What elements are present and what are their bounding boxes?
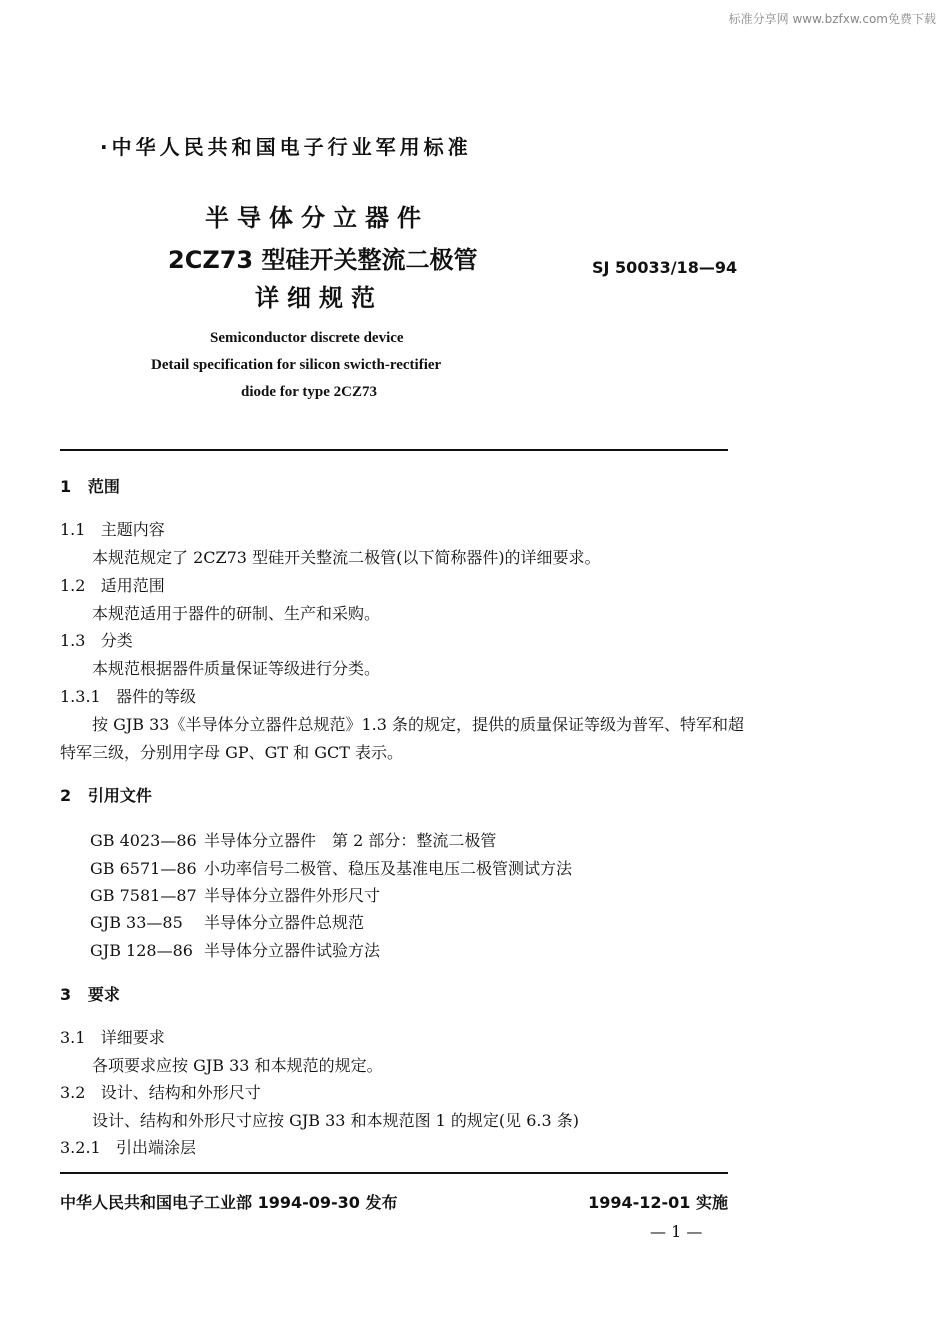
reference-title: 半导体分立器件 第 2 部分：整流二极管 xyxy=(204,831,497,850)
bottom-divider xyxy=(60,1172,728,1174)
section-3-heading xyxy=(60,982,120,1005)
section-3-2-1-heading xyxy=(60,1135,196,1158)
section-1-heading xyxy=(60,474,120,497)
section-3-2-heading xyxy=(60,1080,261,1103)
title-line-1: 半导体分立器件 xyxy=(205,204,429,232)
reference-item xyxy=(90,938,380,961)
reference-code: GB 7581—87 xyxy=(90,886,197,905)
section-number: 3.1 xyxy=(60,1028,86,1047)
section-1-3-text: 本规范根据器件质量保证等级进行分类。 xyxy=(92,659,381,678)
section-1-3-1-text-1: 按 GJB 33《半导体分立器件总规范》1.3 条的规定，提供的质量保证等级为普军、特军和超 xyxy=(92,715,745,734)
section-number: 1.3 xyxy=(60,631,86,650)
reference-title: 小功率信号二极管、稳压及基准电压二极管测试方法 xyxy=(204,859,573,878)
reference-code: GB 4023—86 xyxy=(90,831,197,850)
section-number: 3 xyxy=(60,985,72,1004)
reference-title: 半导体分立器件外形尺寸 xyxy=(204,886,381,905)
section-3-2-text: 设计、结构和外形尺寸应按 GJB 33 和本规范图 1 的规定(见 6.3 条) xyxy=(92,1111,580,1130)
section-title: 设计、结构和外形尺寸 xyxy=(100,1083,261,1102)
reference-item xyxy=(90,883,380,906)
section-number: 1 xyxy=(60,477,72,496)
section-title: 要求 xyxy=(87,985,120,1004)
section-2-heading xyxy=(60,783,152,806)
section-1-2-heading xyxy=(60,573,165,596)
section-3-1-text: 各项要求应按 GJB 33 和本规范的规定。 xyxy=(92,1056,383,1075)
section-1-2-text: 本规范适用于器件的研制、生产和采购。 xyxy=(92,604,381,623)
section-title: 主题内容 xyxy=(100,520,165,539)
reference-item xyxy=(90,828,496,851)
section-1-3-1-text-2: 特军三级，分别用字母 GP、GT 和 GCT 表示。 xyxy=(60,743,404,762)
top-divider xyxy=(60,449,728,451)
reference-title: 半导体分立器件总规范 xyxy=(204,913,365,932)
section-title: 分类 xyxy=(100,631,133,650)
section-1-1-heading xyxy=(60,517,165,540)
section-3-1-heading xyxy=(60,1025,165,1048)
reference-code: GJB 33—85 xyxy=(90,913,183,932)
section-number: 3.2 xyxy=(60,1083,86,1102)
reference-item xyxy=(90,856,572,879)
section-title: 适用范围 xyxy=(100,576,165,595)
section-number: 1.2 xyxy=(60,576,86,595)
reference-code: GJB 128—86 xyxy=(90,941,193,960)
section-1-3-1-heading xyxy=(60,684,196,707)
english-title-line-1: Semiconductor discrete device xyxy=(210,330,404,346)
section-title: 范围 xyxy=(87,477,120,496)
reference-item xyxy=(90,910,364,933)
section-1-1-text: 本规范规定了 2CZ73 型硅开关整流二极管(以下简称器件)的详细要求。 xyxy=(92,548,601,567)
title-line-2: 2CZ73 型硅开关整流二极管 xyxy=(168,246,478,274)
page-number: — 1 — xyxy=(650,1222,703,1241)
english-title-line-3: diode for type 2CZ73 xyxy=(241,384,377,400)
section-number: 3.2.1 xyxy=(60,1138,101,1157)
section-title: 引出端涂层 xyxy=(115,1138,196,1157)
section-title: 引用文件 xyxy=(87,786,152,805)
title-line-3: 详细规范 xyxy=(255,284,383,312)
section-number: 2 xyxy=(60,786,72,805)
section-number: 1.1 xyxy=(60,520,86,539)
standard-header: ·中华人民共和国电子行业军用标准 xyxy=(100,135,472,159)
section-number: 1.3.1 xyxy=(60,687,101,706)
effective-date: 1994-12-01 实施 xyxy=(588,1193,728,1212)
reference-title: 半导体分立器件试验方法 xyxy=(204,941,381,960)
watermark: 标准分享网 www.bzfxw.com免费下载 xyxy=(728,12,936,26)
section-1-3-heading xyxy=(60,628,133,651)
section-title: 详细要求 xyxy=(100,1028,165,1047)
issuer-line: 中华人民共和国电子工业部 1994-09-30 发布 xyxy=(60,1193,398,1212)
section-title: 器件的等级 xyxy=(115,687,196,706)
standard-code: SJ 50033/18—94 xyxy=(592,258,738,277)
reference-code: GB 6571—86 xyxy=(90,859,197,878)
english-title-line-2: Detail specification for silicon swicth-rectifier xyxy=(151,357,442,373)
